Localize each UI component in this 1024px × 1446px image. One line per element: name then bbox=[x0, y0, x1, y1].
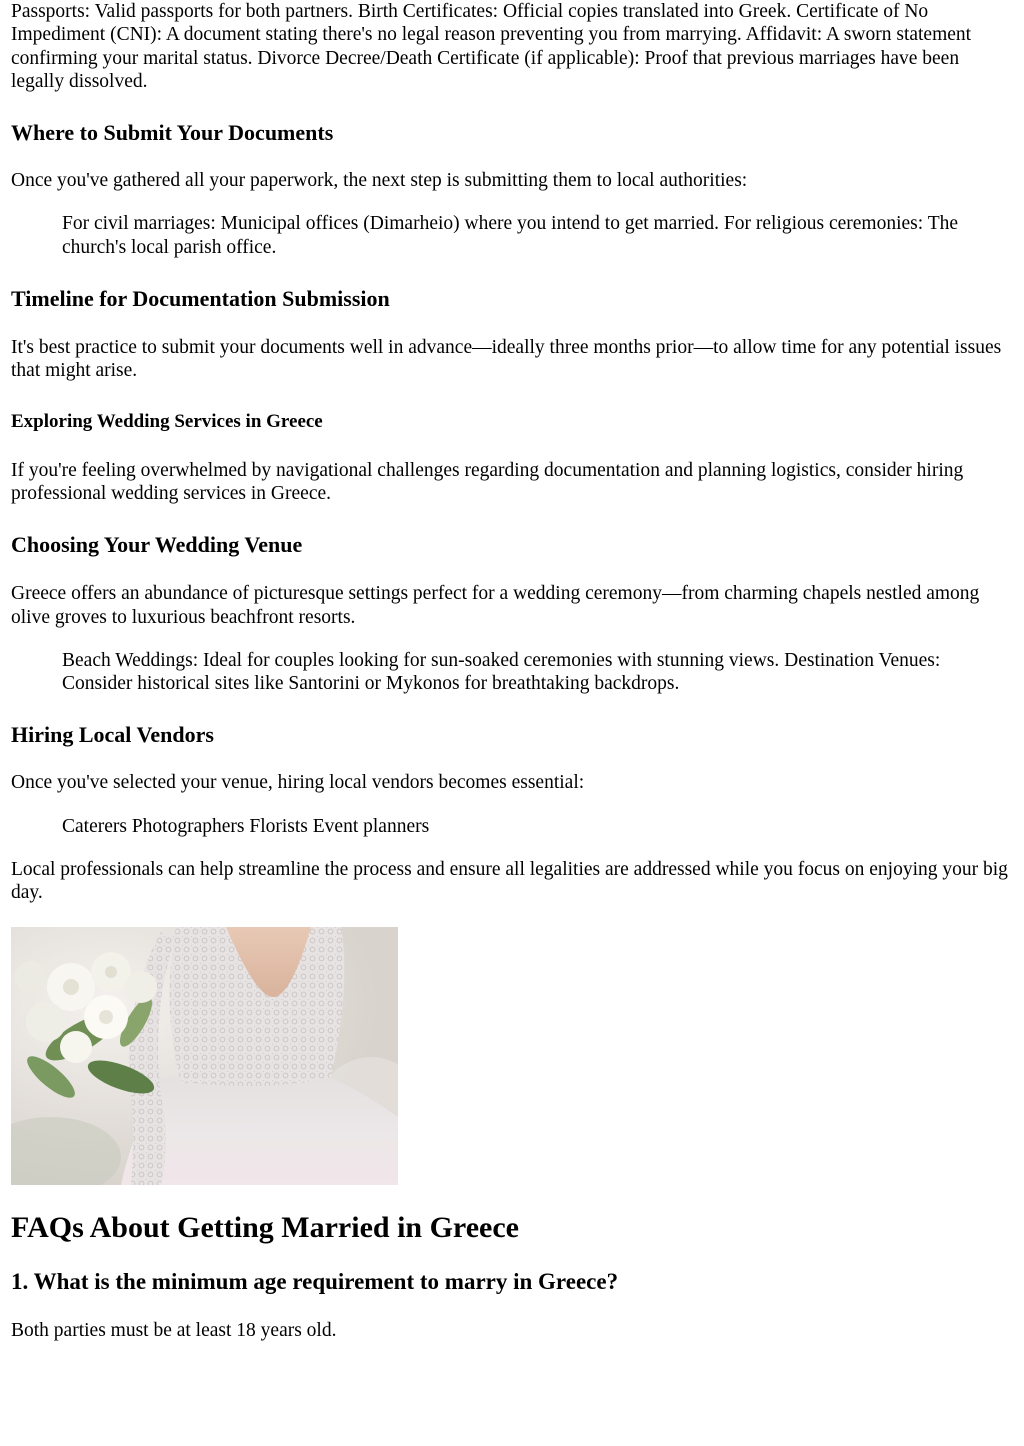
faq-answer-1: Both parties must be at least 18 years old. bbox=[11, 1319, 337, 1341]
services-paragraph: If you're feeling overwhelmed by navigational challenges regarding documentation and planning logistics, consider hiring professional wedding services in Greece. bbox=[11, 459, 964, 504]
faq-heading: FAQs About Getting Married in Greece bbox=[11, 1210, 519, 1244]
heading-hiring-vendors: Hiring Local Vendors bbox=[11, 722, 214, 748]
wedding-dress-bouquet-photo bbox=[11, 927, 398, 1185]
submit-paragraph: Once you've gathered all your paperwork, the next step is submitting them to local authorities: bbox=[11, 170, 748, 192]
faq-question-1: 1. What is the minimum age requirement to marry in Greece? bbox=[11, 1268, 619, 1294]
venue-blockquote: Beach Weddings: Ideal for couples looking for sun-soaked ceremonies with stunning views. Destination Venues: Consider historical sites like Santorini or Mykonos for breathtaking backdrops. bbox=[62, 649, 941, 695]
wedding-photo-illustration bbox=[11, 927, 398, 1185]
local-professionals-paragraph: Local professionals can help streamline the process and ensure all legalities are addressed while you focus on enjoying your big day. bbox=[11, 859, 1008, 904]
heading-where-to-submit: Where to Submit Your Documents bbox=[11, 120, 334, 146]
heading-timeline: Timeline for Documentation Submission bbox=[11, 286, 390, 312]
vendors-paragraph: Once you've selected your venue, hiring local vendors becomes essential: bbox=[11, 772, 585, 794]
vendors-blockquote: Caterers Photographers Florists Event planners bbox=[62, 815, 430, 837]
heading-choosing-venue: Choosing Your Wedding Venue bbox=[11, 532, 303, 558]
submit-blockquote: For civil marriages: Municipal offices (Dimarheio) where you intend to get married. For religious ceremonies: The church's local parish office. bbox=[62, 213, 959, 258]
venue-paragraph: Greece offers an abundance of picturesque settings perfect for a wedding ceremony—from charming chapels nestled among olive groves to luxurious beachfront resorts. bbox=[11, 583, 980, 628]
article bbox=[11, 0, 1013, 1342]
timeline-paragraph: It's best practice to submit your documents well in advance—ideally three months prior—to allow time for any potential issues that might arise. bbox=[11, 337, 1002, 382]
documents-paragraph: Passports: Valid passports for both partners. Birth Certificates: Official copies translated into Greek. Certificate of No Impediment (CNI): A document stating there's no legal reason preventing you from marrying. Affidavit: A sworn statement confirming your marital status. Divorce Decree/Death Certificate (if applicable): Proof that previous marriages have been legally dissolved. bbox=[11, 1, 972, 92]
heading-wedding-services: Exploring Wedding Services in Greece bbox=[11, 410, 323, 432]
